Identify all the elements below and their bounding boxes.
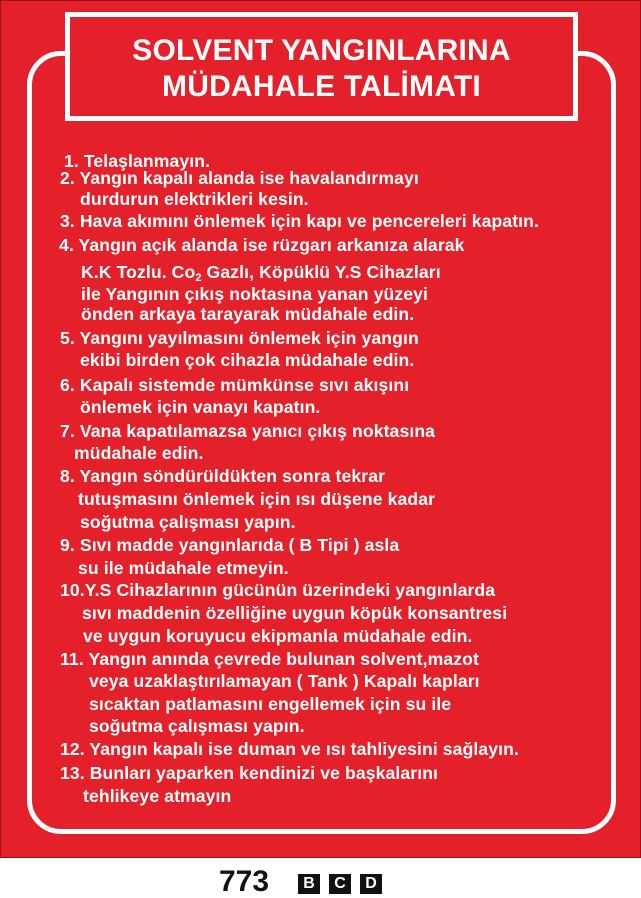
instruction-line: 7. Vana kapatılamazsa yanıcı çıkış noktasına: [60, 421, 436, 441]
instruction-line: tehlikeye atmayın: [83, 786, 232, 806]
instruction-line-part: Gazlı, Köpüklü Y.S Cihazları: [201, 262, 441, 282]
instruction-line: 8. Yangın söndürüldükten sonra tekrar: [60, 466, 386, 486]
instruction-line: sıcaktan patlamasını engellemek için su ile: [89, 694, 452, 714]
instruction-line: sıvı maddenin özelliğine uygun köpük konsantresi: [82, 603, 508, 623]
instruction-line: 10.Y.S Cihazlarının gücünün üzerindeki yangınlarda: [60, 580, 496, 600]
instruction-line: ve uygun koruyucu ekipmanla müdahale edin.: [83, 626, 473, 646]
instruction-line: önlemek için vanayı kapatın.: [80, 397, 321, 417]
subscript-2: 2: [195, 272, 202, 284]
instruction-line-part: K.K Tozlu. Co: [81, 262, 196, 282]
instruction-line: ekibi birden çok cihazla müdahale edin.: [80, 350, 415, 370]
instruction-line: soğutma çalışması yapın.: [89, 716, 305, 736]
fire-class-d-badge: D: [360, 874, 382, 894]
instruction-line: su ile müdahale etmeyin.: [78, 558, 289, 578]
instruction-line: soğutma çalışması yapın.: [80, 512, 296, 532]
instruction-line: 3. Hava akımını önlemek için kapı ve pencereleri kapatın.: [60, 211, 539, 231]
sign-title-box: [65, 12, 578, 121]
instruction-line: [81, 261, 441, 283]
product-code: 773: [219, 865, 270, 898]
instruction-line: veya uzaklaştırılamayan ( Tank ) Kapalı kapları: [89, 671, 480, 691]
instruction-line: 4. Yangın açık alanda ise rüzgarı arkanıza alarak: [59, 235, 465, 255]
instruction-line: 2. Yangın kapalı alanda ise havalandırmayı: [60, 168, 419, 188]
instruction-line: önden arkaya tarayarak müdahale edin.: [81, 304, 415, 324]
sign-title-line-2: MÜDAHALE TALİMATI: [162, 70, 481, 103]
instruction-line: 1. Telaşlanmayın.: [64, 151, 211, 171]
instruction-line: 11. Yangın anında çevrede bulunan solvent,mazot: [60, 649, 479, 669]
instruction-line: 13. Bunları yaparken kendinizi ve başkalarını: [60, 763, 439, 783]
instruction-line: 5. Yangını yayılmasını önlemek için yangın: [60, 328, 419, 348]
instruction-line: durdurun elektrikleri kesin.: [80, 189, 309, 209]
sign-title-line-1: SOLVENT YANGINLARINA: [132, 34, 511, 67]
instruction-line: 9. Sıvı madde yangınlarıda ( B Tipi ) asla: [60, 535, 400, 555]
fire-class-c-badge: C: [329, 874, 351, 894]
instruction-line: müdahale edin.: [74, 443, 204, 463]
footer: [0, 866, 641, 898]
fire-class-b-badge: B: [298, 874, 320, 894]
instruction-line: tutuşmasını önlemek için ısı düşene kadar: [78, 489, 436, 509]
instruction-line: 12. Yangın kapalı ise duman ve ısı tahliyesini sağlayın.: [60, 739, 519, 759]
instruction-line: ile Yangının çıkış noktasına yanan yüzeyi: [81, 284, 428, 304]
instruction-line: 6. Kapalı sistemde mümkünse sıvı akışını: [60, 375, 410, 395]
